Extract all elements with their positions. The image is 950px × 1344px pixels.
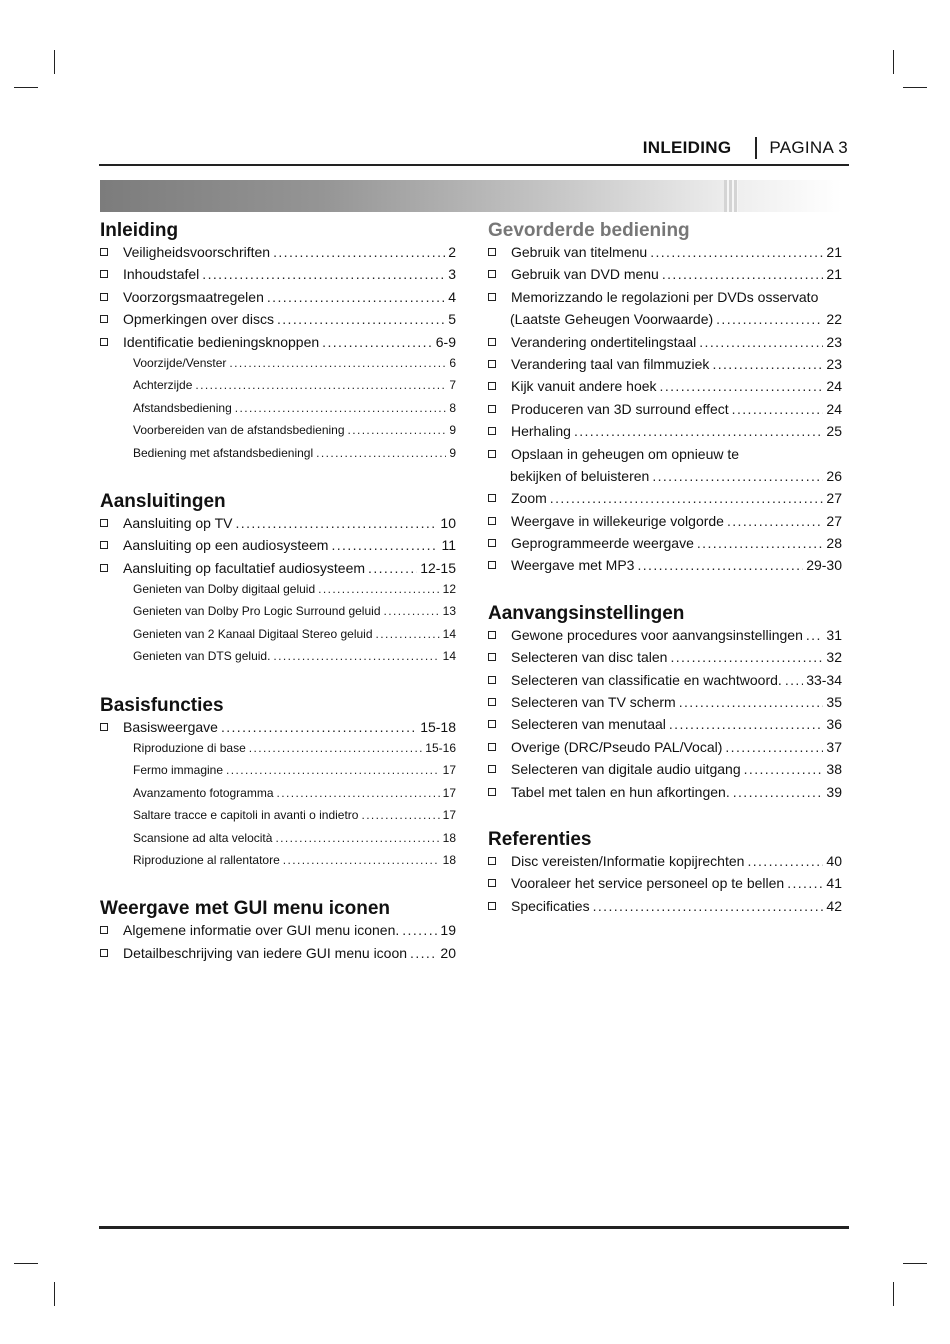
- toc-entry: [100, 763, 456, 785]
- checkbox-bullet-icon: [488, 743, 496, 751]
- dot-leader: [316, 446, 446, 460]
- dot-leader: [348, 423, 447, 437]
- toc-entry-label: Disc vereisten/Informatie kopijrechten: [511, 852, 745, 869]
- toc-entry-label: Genieten van Dolby digitaal geluid: [133, 582, 316, 597]
- toc-entry: [100, 537, 456, 559]
- toc-entry-label: (Laatste Geheugen Voorwaarde): [510, 311, 714, 328]
- toc-entry-label: Voorbereiden van de afstandsbediening: [133, 423, 345, 438]
- toc-entry-page: 19: [440, 922, 456, 939]
- toc-entry: [488, 289, 842, 311]
- header-divider: [755, 137, 757, 159]
- dot-leader: [725, 739, 823, 755]
- toc-entry: [100, 423, 456, 445]
- toc-entry-page: 27: [826, 490, 842, 507]
- footer-rule: [99, 1226, 849, 1229]
- toc-entry-label: Specificaties: [511, 897, 590, 914]
- toc-entry: [488, 311, 842, 333]
- toc-entry-page: 36: [826, 716, 842, 733]
- toc-left-column: [100, 218, 456, 988]
- toc-entry-page: 33-34: [806, 671, 842, 688]
- crop-mark: [893, 50, 894, 74]
- dot-leader: [361, 808, 439, 822]
- toc-entry: [488, 423, 842, 445]
- toc-entry-label: Opmerkingen over discs: [123, 311, 274, 328]
- toc-entry-page: 20: [440, 944, 456, 961]
- dot-leader: [410, 945, 437, 961]
- toc-entry: [488, 627, 842, 649]
- toc-entry-page: 12-15: [420, 559, 456, 576]
- dot-leader: [267, 289, 445, 305]
- header-rule: [99, 164, 849, 166]
- crop-mark: [54, 1282, 55, 1306]
- checkbox-bullet-icon: [100, 315, 108, 323]
- toc-entry-label: Gebruik van titelmenu: [511, 244, 648, 260]
- toc-entry-label: Scansione ad alta velocità: [133, 830, 273, 845]
- dot-leader: [277, 786, 440, 800]
- dot-leader: [697, 535, 824, 551]
- toc-entry-label: Selecteren van menutaal: [511, 716, 666, 733]
- toc-entry: [100, 244, 456, 266]
- toc-entry: [488, 356, 842, 378]
- toc-entry-label: Geprogrammeerde weergave: [511, 535, 694, 552]
- header-page-number: PAGINA 3: [769, 138, 848, 157]
- checkbox-bullet-icon: [100, 564, 108, 572]
- toc-entry-label: Basisweergave: [123, 718, 218, 735]
- toc-entry-page: 14: [442, 626, 456, 641]
- toc-entry: [100, 582, 456, 604]
- checkbox-bullet-icon: [488, 698, 496, 706]
- toc-entry-page: 2: [448, 244, 456, 260]
- page-header: [99, 132, 848, 164]
- dot-leader: [650, 244, 823, 260]
- checkbox-bullet-icon: [100, 541, 108, 549]
- toc-entry: [100, 560, 456, 582]
- toc-entry-label: Genieten van 2 Kanaal Digitaal Stereo geluid: [133, 626, 373, 641]
- toc-entry-label: Voorzorgsmaatregelen: [123, 288, 264, 305]
- checkbox-bullet-icon: [100, 270, 108, 278]
- toc-entry: [488, 557, 842, 579]
- checkbox-bullet-icon: [488, 631, 496, 639]
- toc-entry-label: Verandering ondertitelingstaal: [511, 333, 697, 350]
- dot-leader: [273, 244, 445, 260]
- dot-leader: [574, 423, 823, 439]
- dot-leader: [550, 490, 824, 506]
- toc-entry-label: Achterzijde: [133, 378, 193, 393]
- dot-leader: [275, 831, 439, 845]
- toc-entry: [100, 808, 456, 830]
- toc-entry-label: Genieten van DTS geluid.: [133, 649, 271, 664]
- toc-entry: [488, 513, 842, 535]
- toc-section: [100, 896, 456, 967]
- toc-entry-label: Herhaling: [511, 423, 571, 440]
- checkbox-bullet-icon: [488, 879, 496, 887]
- dot-leader: [235, 401, 447, 415]
- toc-entry-label: Bediening met afstandsbedieningl: [133, 445, 314, 460]
- dot-leader: [733, 784, 824, 800]
- toc-entry-label: Selecteren van disc talen: [511, 649, 668, 666]
- toc-entry-label: Fermo immagine: [133, 763, 224, 778]
- toc-entry-page: 31: [826, 626, 842, 643]
- toc-entry-page: 28: [826, 535, 842, 552]
- checkbox-bullet-icon: [100, 248, 108, 256]
- toc-entry-page: 6: [449, 355, 456, 370]
- toc-entry-label: Memorizzando le regolazioni per DVDs osservato: [511, 288, 819, 305]
- toc-entry: [488, 401, 842, 423]
- toc-entry: [100, 945, 456, 967]
- dot-leader: [384, 604, 440, 618]
- dot-leader: [195, 378, 446, 392]
- toc-entry-page: 21: [826, 266, 842, 283]
- dot-leader: [806, 627, 824, 643]
- dot-leader: [202, 266, 445, 282]
- toc-entry-label: Riproduzione di base: [133, 741, 246, 756]
- crop-mark: [903, 1263, 927, 1264]
- toc-entry: [488, 739, 842, 761]
- dot-leader: [744, 761, 824, 777]
- toc-entry-page: 9: [449, 423, 456, 438]
- checkbox-bullet-icon: [488, 293, 496, 301]
- toc-entry-page: 26: [826, 467, 842, 484]
- toc-entry-page: 11: [441, 537, 456, 554]
- toc-entry: [100, 831, 456, 853]
- toc-entry-page: 12: [442, 582, 456, 597]
- toc-entry-page: 17: [442, 808, 456, 823]
- checkbox-bullet-icon: [488, 720, 496, 728]
- checkbox-bullet-icon: [100, 949, 108, 957]
- toc-entry-label: Gewone procedures voor aanvangsinstellingen: [511, 626, 803, 643]
- toc-entry-page: 35: [826, 694, 842, 711]
- toc-entry: [488, 244, 842, 266]
- toc-entry: [100, 401, 456, 423]
- checkbox-bullet-icon: [488, 248, 496, 256]
- dot-leader: [226, 763, 440, 777]
- toc-entry: [488, 853, 842, 875]
- toc-entry: [100, 378, 456, 400]
- section-heading: Weergave met GUI menu iconen: [100, 898, 391, 920]
- checkbox-bullet-icon: [488, 360, 496, 368]
- toc-entry-label: bekijken of beluisteren: [510, 467, 650, 484]
- checkbox-bullet-icon: [488, 857, 496, 865]
- toc-entry-page: 9: [449, 445, 456, 460]
- crop-mark: [54, 50, 55, 74]
- toc-entry-label: Aansluiting op een audiosysteem: [123, 537, 329, 554]
- toc-entry-label: Weergave met MP3: [511, 557, 635, 574]
- dot-leader: [318, 582, 440, 596]
- toc-right-column: [488, 218, 842, 941]
- toc-entry-label: Vooraleer het service personeel op te bellen: [511, 875, 785, 892]
- toc-entry-label: Saltare tracce e capitoli in avanti o indietro: [133, 808, 359, 823]
- toc-entry-page: 17: [442, 763, 456, 778]
- checkbox-bullet-icon: [100, 926, 108, 934]
- toc-entry-page: 24: [826, 378, 842, 395]
- toc-entry: [100, 604, 456, 626]
- toc-entry: [488, 266, 842, 288]
- toc-entry: [488, 378, 842, 400]
- toc-entry: [488, 716, 842, 738]
- dot-leader: [221, 719, 417, 735]
- toc-entry-label: Opslaan in geheugen om opnieuw te: [511, 445, 740, 462]
- toc-entry: [488, 694, 842, 716]
- dot-leader: [699, 334, 823, 350]
- toc-entry-label: Algemene informatie over GUI menu iconen.: [123, 922, 400, 939]
- toc-entry-label: Verandering taal van filmmuziek: [511, 355, 710, 372]
- toc-entry-page: 18: [442, 852, 456, 867]
- dot-leader: [732, 401, 824, 417]
- toc-entry: [100, 266, 456, 288]
- dot-leader: [712, 356, 823, 372]
- dot-leader: [669, 716, 824, 732]
- toc-entry: [488, 649, 842, 671]
- toc-entry: [488, 468, 842, 490]
- toc-entry-page: 4: [448, 288, 456, 305]
- checkbox-bullet-icon: [488, 338, 496, 346]
- dot-leader: [277, 311, 445, 327]
- dot-leader: [368, 560, 417, 576]
- toc-entry-label: Selecteren van digitale audio uitgang: [511, 761, 741, 778]
- crop-mark: [903, 87, 927, 88]
- toc-section: [100, 489, 456, 672]
- toc-entry: [100, 356, 456, 378]
- checkbox-bullet-icon: [488, 494, 496, 502]
- toc-entry: [100, 289, 456, 311]
- toc-entry: [100, 719, 456, 741]
- toc-entry-page: 15-18: [420, 718, 456, 735]
- toc-entry: [488, 784, 842, 806]
- dot-leader: [670, 649, 823, 665]
- toc-entry-label: Voorzijde/Venster: [133, 355, 227, 370]
- toc-entry: [488, 490, 842, 512]
- toc-entry-label: Inhoudstafel: [123, 266, 200, 283]
- toc-entry-page: 23: [826, 333, 842, 350]
- checkbox-bullet-icon: [488, 427, 496, 435]
- dot-leader: [747, 853, 823, 869]
- toc-entry-page: 13: [442, 604, 456, 619]
- dot-leader: [273, 649, 439, 663]
- toc-entry: [100, 741, 456, 763]
- toc-entry-page: 32: [826, 649, 842, 666]
- section-heading: Aansluitingen: [100, 490, 226, 512]
- checkbox-bullet-icon: [100, 338, 108, 346]
- section-heading: Basisfuncties: [100, 694, 224, 716]
- checkbox-bullet-icon: [488, 765, 496, 773]
- toc-entry-page: 41: [826, 875, 842, 892]
- gradient-banner: [100, 180, 842, 212]
- toc-entry-page: 29-30: [806, 557, 842, 574]
- section-heading: Inleiding: [100, 220, 179, 241]
- toc-entry-page: 15-16: [425, 741, 456, 756]
- checkbox-bullet-icon: [488, 788, 496, 796]
- toc-entry: [488, 761, 842, 783]
- dot-leader: [249, 741, 423, 755]
- toc-entry-label: Aansluiting op facultatief audiosysteem: [123, 559, 366, 576]
- toc-entry-page: 21: [826, 244, 842, 260]
- toc-entry-page: 42: [826, 897, 842, 914]
- toc-entry-page: 17: [442, 785, 456, 800]
- toc-entry: [488, 535, 842, 557]
- checkbox-bullet-icon: [488, 653, 496, 661]
- toc-entry-page: 8: [449, 400, 456, 415]
- checkbox-bullet-icon: [488, 561, 496, 569]
- toc-section: [488, 601, 842, 806]
- toc-entry-page: 22: [826, 311, 842, 328]
- section-heading: Referenties: [488, 828, 592, 850]
- dot-leader: [716, 311, 823, 327]
- toc-entry-label: Riproduzione al rallentatore: [133, 852, 280, 867]
- checkbox-bullet-icon: [100, 519, 108, 527]
- toc-entry: [488, 898, 842, 920]
- dot-leader: [660, 378, 824, 394]
- toc-entry-label: Weergave in willekeurige volgorde: [511, 512, 724, 529]
- toc-entry-label: Produceren van 3D surround effect: [511, 400, 729, 417]
- toc-entry-page: 25: [826, 423, 842, 440]
- checkbox-bullet-icon: [488, 382, 496, 390]
- crop-mark: [14, 1263, 38, 1264]
- toc-entry: [100, 786, 456, 808]
- checkbox-bullet-icon: [488, 676, 496, 684]
- toc-entry-label: Selecteren van classificatie en wachtwoord.: [511, 671, 782, 688]
- checkbox-bullet-icon: [488, 517, 496, 525]
- toc-entry-page: 37: [826, 738, 842, 755]
- dot-leader: [727, 513, 823, 529]
- toc-entry-label: Aansluiting op TV: [123, 514, 233, 531]
- toc-entry-page: 6-9: [435, 333, 456, 350]
- toc-entry-page: 7: [449, 378, 456, 393]
- dot-leader: [229, 356, 446, 370]
- dot-leader: [331, 537, 438, 553]
- dot-leader: [787, 875, 823, 891]
- section-heading: Aanvangsinstellingen: [488, 602, 685, 624]
- dot-leader: [593, 898, 824, 914]
- toc-entry-label: Selecteren van TV scherm: [511, 694, 676, 711]
- toc-entry: [100, 627, 456, 649]
- toc-entry-page: 5: [448, 311, 456, 328]
- header-section-title: INLEIDING: [642, 138, 732, 157]
- toc-entry: [100, 446, 456, 468]
- toc-entry-label: Zoom: [511, 490, 547, 507]
- section-heading: Gevorderde bediening: [488, 220, 690, 241]
- checkbox-bullet-icon: [100, 723, 108, 731]
- dot-leader: [637, 557, 803, 573]
- toc-entry: [488, 672, 842, 694]
- toc-entry: [100, 649, 456, 671]
- checkbox-bullet-icon: [488, 450, 496, 458]
- toc-entry-label: Avanzamento fotogramma: [133, 785, 274, 800]
- toc-entry-label: Tabel met talen en hun afkortingen.: [511, 783, 730, 800]
- toc-entry-page: 18: [442, 830, 456, 845]
- toc-entry-page: 24: [826, 400, 842, 417]
- toc-entry-label: Overige (DRC/Pseudo PAL/Vocal): [511, 738, 723, 755]
- toc-entry: [488, 875, 842, 897]
- crop-mark: [14, 87, 38, 88]
- dot-leader: [235, 515, 437, 531]
- toc-entry-label: Gebruik van DVD menu: [511, 266, 659, 283]
- toc-entry-page: 27: [826, 512, 842, 529]
- toc-entry: [100, 334, 456, 356]
- toc-entry-page: 23: [826, 355, 842, 372]
- toc-entry-page: 39: [826, 783, 842, 800]
- checkbox-bullet-icon: [488, 539, 496, 547]
- toc-entry: [100, 853, 456, 875]
- toc-entry-label: Veiligheidsvoorschriften: [123, 244, 271, 260]
- crop-mark: [893, 1282, 894, 1306]
- dot-leader: [376, 627, 440, 641]
- toc-section: [488, 218, 842, 580]
- toc-entry-page: 40: [826, 852, 842, 869]
- toc-entry-page: 3: [448, 266, 456, 283]
- toc-section: [488, 827, 842, 920]
- checkbox-bullet-icon: [488, 270, 496, 278]
- toc-entry-page: 10: [440, 514, 456, 531]
- toc-entry: [100, 515, 456, 537]
- toc-entry: [488, 334, 842, 356]
- toc-entry-label: Kijk vanuit andere hoek: [511, 378, 657, 395]
- toc-section: [100, 218, 456, 468]
- toc-entry: [488, 446, 842, 468]
- toc-entry-label: Detailbeschrijving van iedere GUI menu icoon: [123, 944, 408, 961]
- toc-entry: [100, 311, 456, 333]
- dot-leader: [662, 266, 824, 282]
- checkbox-bullet-icon: [100, 293, 108, 301]
- toc-section: [100, 693, 456, 876]
- toc-entry-page: 14: [442, 649, 456, 664]
- checkbox-bullet-icon: [488, 902, 496, 910]
- dot-leader: [785, 672, 803, 688]
- dot-leader: [322, 334, 433, 350]
- toc-entry-label: Genieten van Dolby Pro Logic Surround geluid: [133, 604, 381, 619]
- dot-leader: [679, 694, 824, 710]
- toc-entry-label: Afstandsbediening: [133, 400, 232, 415]
- toc-entry: [100, 922, 456, 944]
- toc-entry-label: Identificatie bedieningsknoppen: [123, 333, 320, 350]
- toc-entry-page: 38: [826, 761, 842, 778]
- dot-leader: [402, 922, 437, 938]
- dot-leader: [652, 468, 823, 484]
- checkbox-bullet-icon: [488, 405, 496, 413]
- dot-leader: [283, 853, 440, 867]
